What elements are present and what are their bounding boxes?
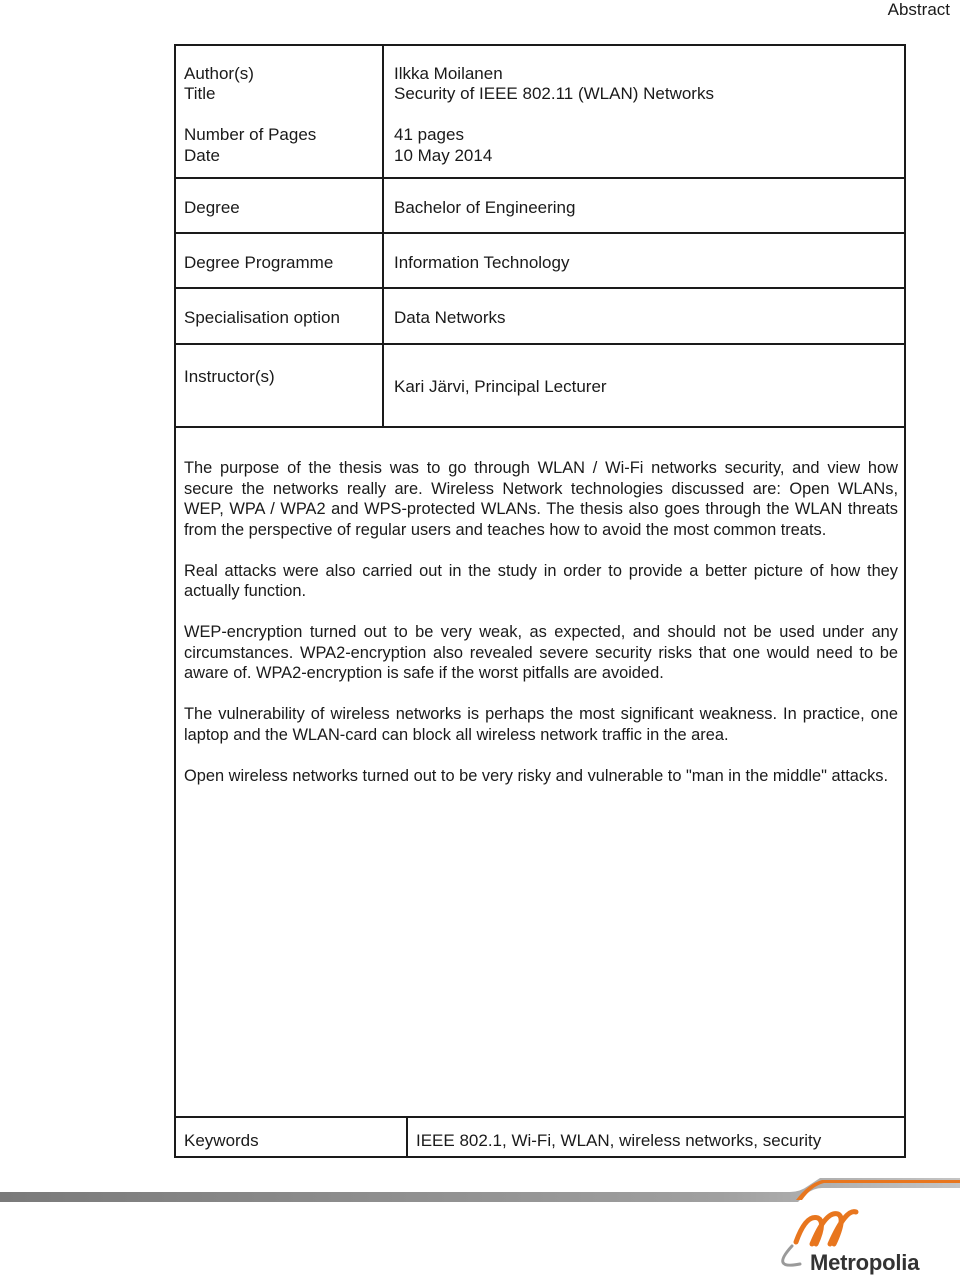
row-divider	[176, 232, 904, 234]
title-value: Security of IEEE 802.11 (WLAN) Networks	[394, 84, 714, 103]
metropolia-logo-text: Metropolia	[810, 1250, 920, 1275]
abstract-paragraph: The purpose of the thesis was to go through WLAN / Wi-Fi networks security, and view how secure the networks really are. Wireless Network technologies discussed are: Open WLANs, WEP, WPA / WPA2 and WPS-protected WLANs. The thesis also goes through the WLAN threats from the perspective of regular users and teaches how to avoid the most common treats.	[184, 459, 898, 539]
date-label: Date	[184, 146, 220, 165]
row-divider	[176, 1116, 904, 1118]
abstract-paragraph: Real attacks were also carried out in the study in order to provide a better picture of how they actually function.	[184, 561, 898, 600]
keywords-label: Keywords	[184, 1131, 259, 1150]
title-label: Title	[184, 84, 216, 103]
degree-value: Bachelor of Engineering	[394, 198, 576, 217]
programme-value: Information Technology	[394, 253, 570, 272]
row-divider	[176, 287, 904, 289]
footer-orange-swoosh	[796, 1180, 960, 1200]
column-divider	[406, 1116, 408, 1156]
row-divider	[176, 177, 904, 179]
author-value: Ilkka Moilanen	[394, 64, 503, 83]
author-label: Author(s)	[184, 64, 254, 83]
instructor-value: Kari Järvi, Principal Lecturer	[394, 377, 607, 396]
page-section-title: Abstract	[887, 0, 950, 19]
abstract-paragraph: WEP-encryption turned out to be very weak, as expected, and should not be used under any circumstances. WPA2-encryption also revealed severe security risks that one would need to be aware of. WPA2-encryption is safe if the worst pitfalls are avoided.	[184, 623, 898, 682]
footer-gray-band	[0, 1178, 960, 1202]
row-divider	[176, 426, 904, 428]
row-divider	[176, 343, 904, 345]
abstract-paragraph: The vulnerability of wireless networks is perhaps the most significant weakness. In practice, one laptop and the WLAN-card can block all wireless network traffic in the area.	[184, 705, 898, 744]
pages-label: Number of Pages	[184, 125, 317, 144]
column-divider	[382, 46, 384, 428]
abstract-body	[184, 458, 898, 807]
instructor-label: Instructor(s)	[184, 367, 275, 386]
abstract-form	[174, 44, 906, 1158]
degree-label: Degree	[184, 198, 240, 217]
keywords-value: IEEE 802.1, Wi-Fi, WLAN, wireless networks, security	[416, 1131, 822, 1150]
date-value: 10 May 2014	[394, 146, 493, 165]
specialisation-value: Data Networks	[394, 308, 506, 327]
abstract-paragraph: Open wireless networks turned out to be very risky and vulnerable to "man in the middle" attacks.	[184, 766, 889, 785]
specialisation-label: Specialisation option	[184, 308, 340, 327]
programme-label: Degree Programme	[184, 253, 334, 272]
pages-value: 41 pages	[394, 125, 464, 144]
